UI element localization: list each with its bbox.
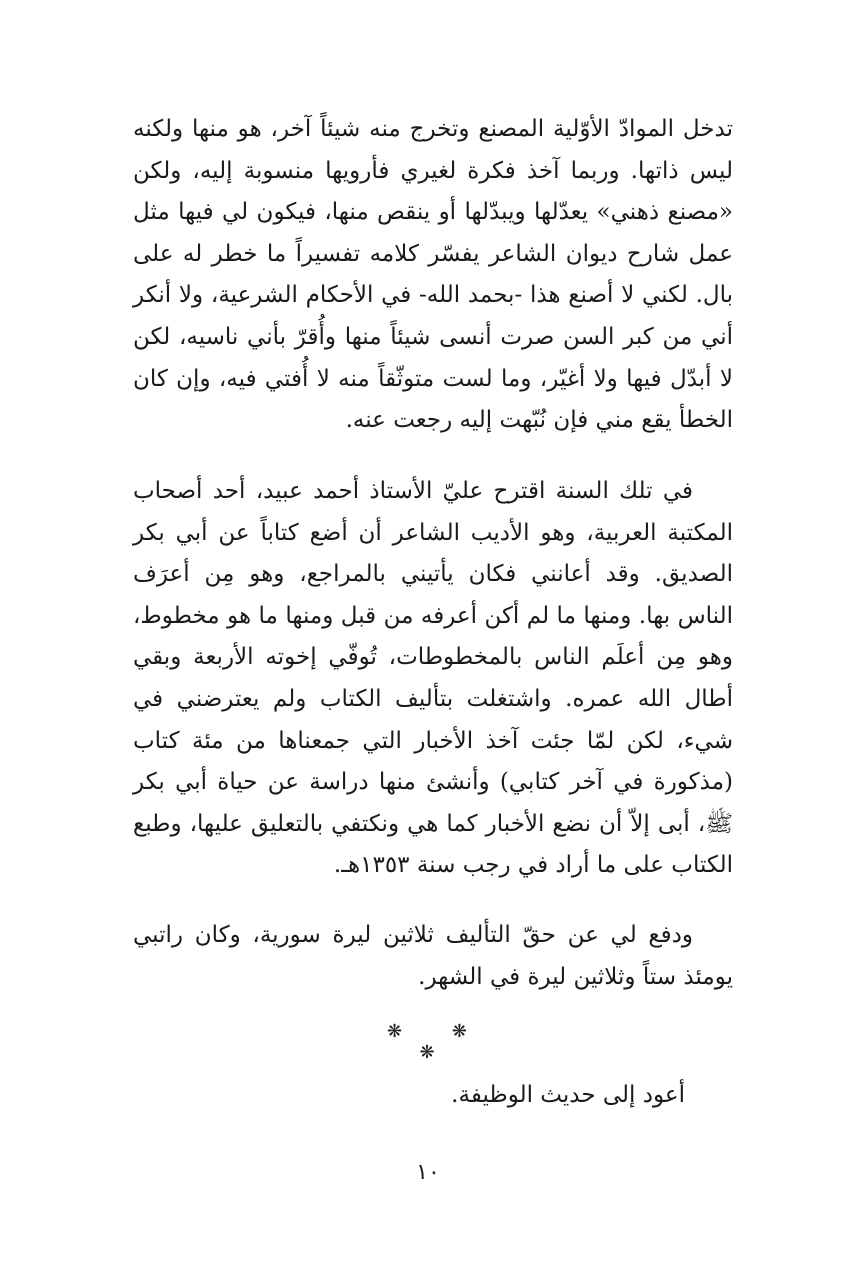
page-number: ١٠ xyxy=(416,1160,440,1185)
paragraph-2: في تلك السنة اقترح عليّ الأستاذ أحمد عبيد، أحد أصحاب المكتبة العربية، وهو الأديب الشاعر أن أضع كتاباً عن أبي بكر الصديق. وقد أعانني فكان يأتيني بالمراجع، وهو مِن أعرَف الناس بها. ومنها ما لم أكن أعرفه من قبل ومنها ما هو مخطوط، وهو مِن أعلَم الناس بالمخطوطات، تُوفّي إخوته الأربعة وبقي أطال الله عمره. واشتغلت بتأليف الكتاب ولم يعترضني في شيء، لكن لمّا جئت آخذ الأخبار التي جمعناها من مئة كتاب (مذكورة في آخر كتابي) وأنشئ منها دراسة عن حياة أبي بكر ﷺ، أبى إلاّ أن نضع الأخبار كما هي ونكتفي بالتعليق عليها، وطبع الكتاب على ما أراد في رجب سنة ١٣٥٣هـ. xyxy=(133,478,733,879)
paragraph-4: أعود إلى حديث الوظيفة. xyxy=(451,1082,685,1108)
paragraph-1: تدخل الموادّ الأوّلية المصنع وتخرج منه شيئاً آخر، هو منها ولكنه ليس ذاتها. وربما آخذ فكرة لغيري فأرويها منسوبة إليه، ولكن «مصنع ذهني» يعدّلها ويبدّلها أو ينقص منها، فيكون لي فيها مثل عمل شارح ديوان الشاعر يفسّر كلامه تفسيراً ما خطر له على بال. لكني لا أصنع هذا -بحمد الله- في الأحكام الشرعية، ولا أنكر أني من كبر السن صرت أنسى شيئاً منها وأُقرّ بأني ناسيه، لكن لا أبدّل فيها ولا أغيّر، وما لست متوثّقاً منه لا أُفتي فيه، وإن كان الخطأ يقع مني فإن نُبّهت إليه رجعت عنه. xyxy=(133,116,733,434)
section-separator: ❋ ❋ ❋ xyxy=(387,1021,489,1063)
paragraph-3: ودفع لي عن حقّ التأليف ثلاثين ليرة سورية، وكان راتبي يومئذ ستاً وثلاثين ليرة في الشهر. xyxy=(133,922,733,990)
